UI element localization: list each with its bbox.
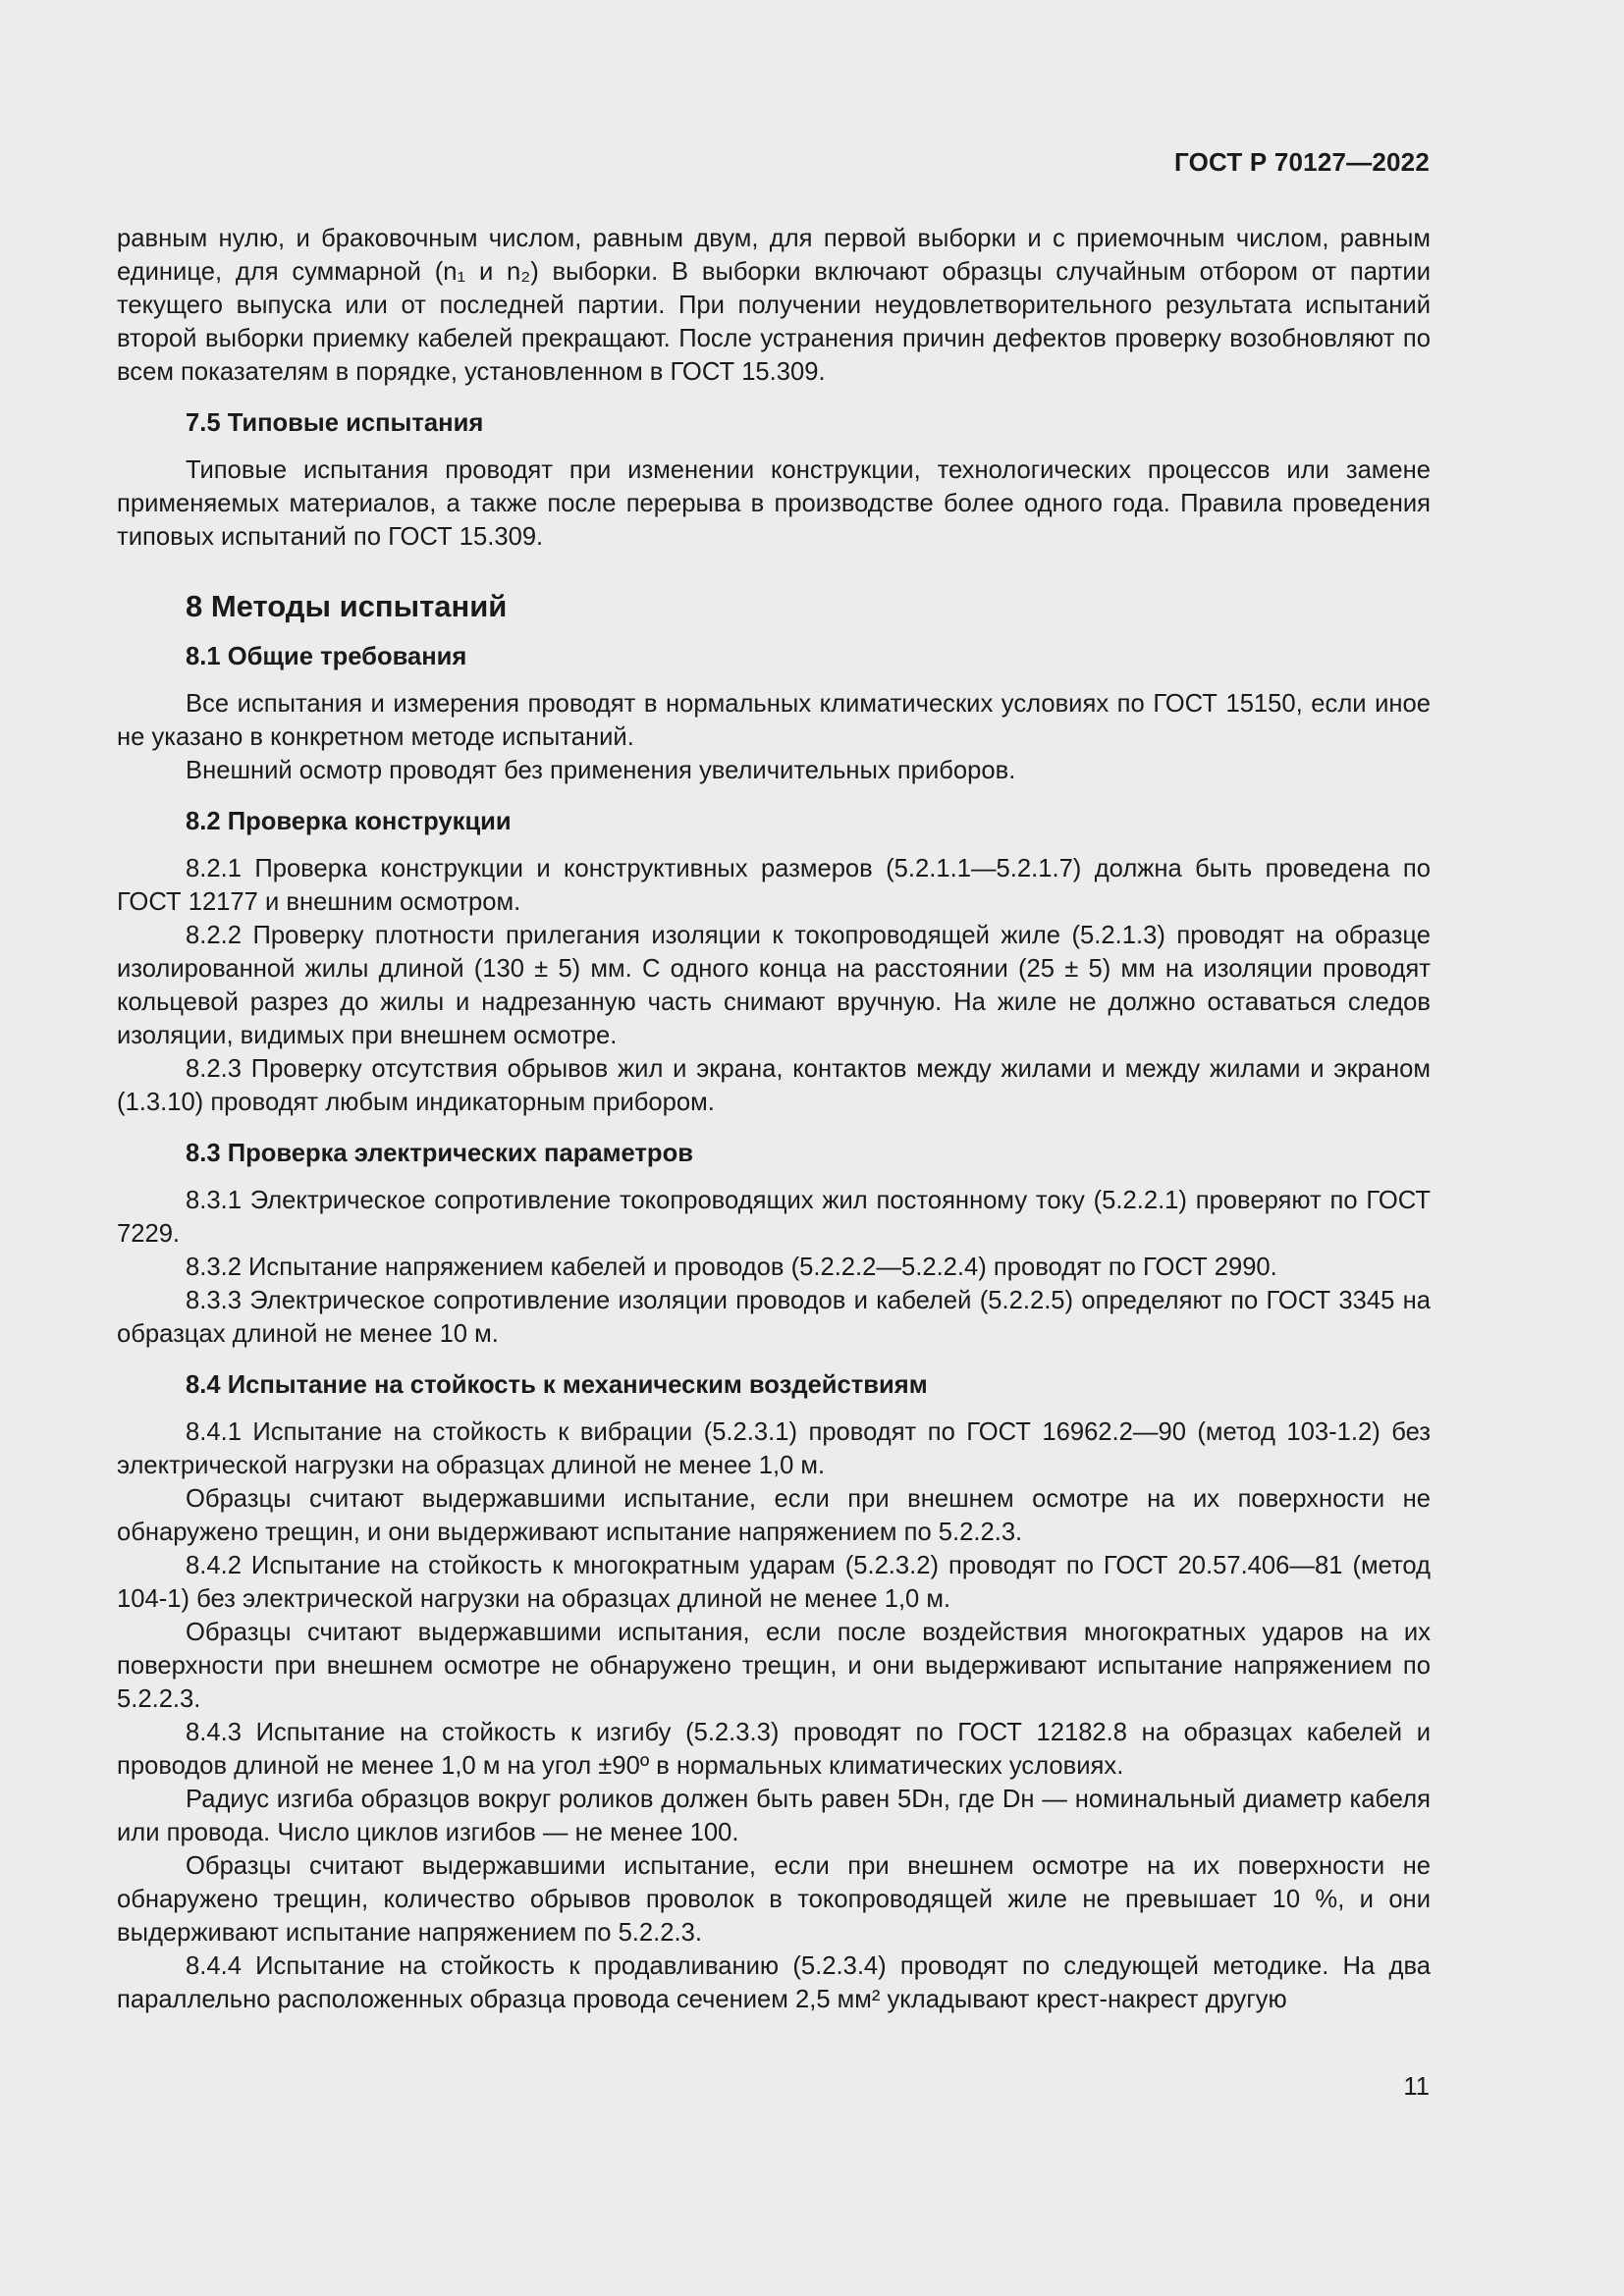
section-heading-7-5: 7.5 Типовые испытания: [186, 409, 484, 437]
paragraph-8-4-3: 8.4.3 Испытание на стойкость к изгибу (5.2.3.3) проводят по ГОСТ 12182.8 на образцах кабелей и проводов длиной не менее 1,0 м на угол ±90º в нормальных климатических условиях.: [117, 1719, 1431, 1780]
paragraph-8-3-3: 8.3.3 Электрическое сопротивление изоляции проводов и кабелей (5.2.2.5) определяют по ГОСТ 3345 на образцах длиной не менее 10 м.: [117, 1287, 1431, 1348]
paragraph-8-4-1: 8.4.1 Испытание на стойкость к вибрации (5.2.3.1) проводят по ГОСТ 16962.2—90 (метод 103-1.2) без электрической нагрузки на образцах длиной не менее 1,0 м.: [117, 1418, 1431, 1479]
paragraph-8-4-3-b: Радиус изгиба образцов вокруг роликов должен быть равен 5Dн, где Dн — номинальный диаметр кабеля или провода. Число циклов изгибов — не менее 100.: [117, 1786, 1431, 1846]
paragraph-8-2-2: 8.2.2 Проверку плотности прилегания изоляции к токопроводящей жиле (5.2.1.3) проводят на образце изолированной жилы длиной (130 ± 5) мм. С одного конца на расстоянии (25 ± 5) мм на изоляции проводят кольцевой разрез до жилы и надрезанную часть снимают вручную. На жиле не должно оставаться следов изоляции, видимых при внешнем осмотре.: [117, 922, 1431, 1049]
section-heading-8-1: 8.1 Общие требования: [186, 643, 467, 670]
paragraph-8-4-2-b: Образцы считают выдержавшими испытания, если после воздействия многократных ударов на их поверхности при внешнем осмотре не обнаружено трещин, и они выдерживают испытание напряжением по 5.2.2.3.: [117, 1619, 1431, 1713]
paragraph-8-1-b: Внешний осмотр проводят без применения увеличительных приборов.: [186, 757, 1016, 784]
document-body: [117, 222, 1431, 2016]
paragraph-8-3-2: 8.3.2 Испытание напряжением кабелей и проводов (5.2.2.2—5.2.2.4) проводят по ГОСТ 2990.: [186, 1254, 1277, 1281]
section-heading-8: 8 Методы испытаний: [186, 589, 508, 623]
paragraph-8-4-3-c: Образцы считают выдержавшими испытание, если при внешнем осмотре на их поверхности не обнаружено трещин, количество обрывов проволок в токопроводящей жиле не превышает 10 %, и они выдерживают испытание напряжением по 5.2.2.3.: [117, 1852, 1431, 1947]
section-heading-8-3: 8.3 Проверка электрических параметров: [186, 1140, 693, 1167]
section-heading-8-4: 8.4 Испытание на стойкость к механическим воздействиям: [186, 1371, 928, 1399]
paragraph-8-2-1: 8.2.1 Проверка конструкции и конструктивных размеров (5.2.1.1—5.2.1.7) должна быть проведена по ГОСТ 12177 и внешним осмотром.: [117, 855, 1431, 916]
paragraph-8-2-3: 8.2.3 Проверку отсутствия обрывов жил и экрана, контактов между жилами и между жилами и экраном (1.3.10) проводят любым индикаторным прибором.: [117, 1055, 1431, 1116]
paragraph-8-4-2: 8.4.2 Испытание на стойкость к многократным ударам (5.2.3.2) проводят по ГОСТ 20.57.406—81 (метод 104-1) без электрической нагрузки на образцах длиной не менее 1,0 м.: [117, 1552, 1431, 1613]
page-number: 11: [1403, 2073, 1430, 2101]
document-code-header: ГОСТ Р 70127—2022: [1174, 147, 1430, 177]
paragraph-7-5: Типовые испытания проводят при изменении конструкции, технологических процессов или замене применяемых материалов, а также после перерыва в производстве более одного года. Правила проведения типовых испытаний по ГОСТ 15.309.: [117, 456, 1431, 551]
paragraph-intro: равным нулю, и браковочным числом, равным двум, для первой выборки и с приемочным числом, равным единице, для суммарной (n₁ и n₂) выборки. В выборки включают образцы случайным отбором от партии текущего выпуска или от последней партии. При получении неудовлетворительного результата испытаний второй выборки приемку кабелей прекращают. После устранения причин дефектов проверку возобновляют по всем показателям в порядке, установленном в ГОСТ 15.309.: [117, 225, 1431, 386]
paragraph-8-3-1: 8.3.1 Электрическое сопротивление токопроводящих жил постоянному току (5.2.2.1) проверяют по ГОСТ 7229.: [117, 1187, 1431, 1248]
paragraph-8-4-1-b: Образцы считают выдержавшими испытание, если при внешнем осмотре на их поверхности не обнаружено трещин, и они выдерживают испытание напряжением по 5.2.2.3.: [117, 1485, 1431, 1546]
section-heading-8-2: 8.2 Проверка конструкции: [186, 808, 512, 835]
paragraph-8-4-4: 8.4.4 Испытание на стойкость к продавливанию (5.2.3.4) проводят по следующей методике. На два параллельно расположенных образца провода сечением 2,5 мм² укладывают крест-накрест другую: [117, 1952, 1431, 2013]
paragraph-8-1-a: Все испытания и измерения проводят в нормальных климатических условиях по ГОСТ 15150, если иное не указано в конкретном методе испытаний.: [117, 690, 1431, 751]
